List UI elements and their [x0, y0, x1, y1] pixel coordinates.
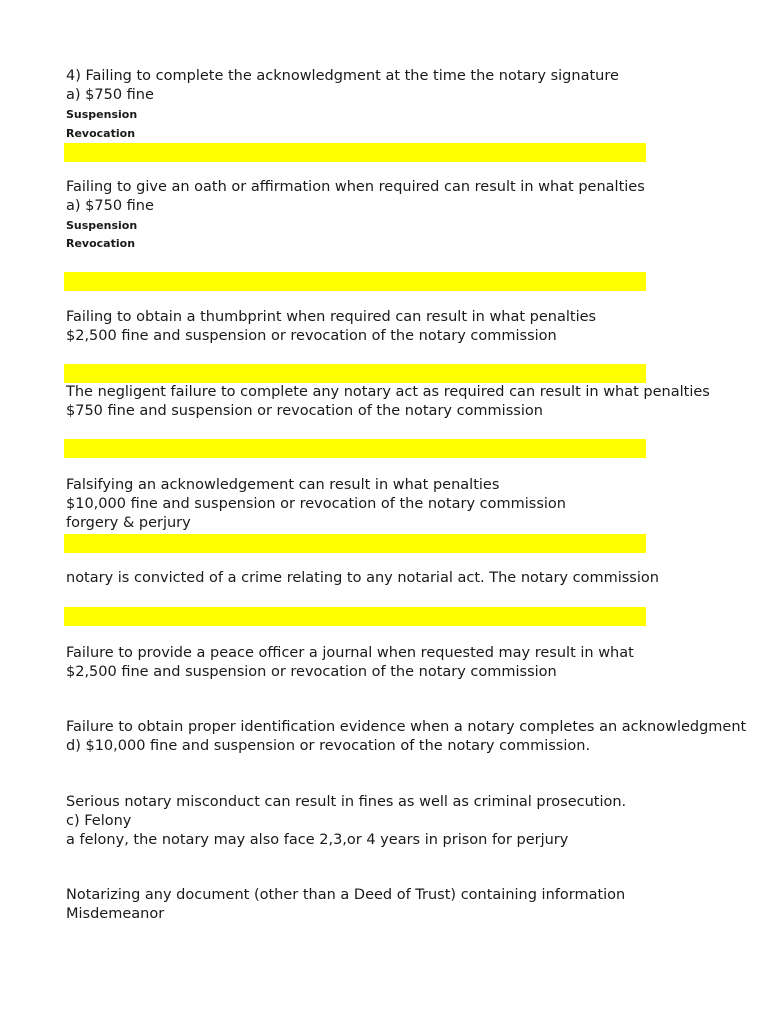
highlight-row — [64, 607, 646, 626]
option-revocation-2: Revocation — [66, 237, 136, 250]
answer-2: a) $750 fine — [66, 198, 154, 214]
option-suspension-2: Suspension — [66, 219, 138, 232]
answer-10: Misdemeanor — [66, 906, 165, 922]
highlight-row — [64, 143, 646, 162]
answer-7: $2,500 fine and suspension or revocation of the notary commission — [66, 664, 557, 680]
answer-1: a) $750 fine — [66, 87, 154, 103]
answer-3: $2,500 fine and suspension or revocation of the notary commission — [66, 328, 557, 344]
question-2: Failing to give an oath or affirmation when required can result in what penalties — [66, 179, 645, 195]
question-9: Serious notary misconduct can result in fines as well as criminal prosecution. — [66, 794, 627, 810]
highlight-row — [64, 439, 646, 458]
option-revocation-1: Revocation — [66, 127, 136, 140]
answer-8: d) $10,000 fine and suspension or revocation of the notary commission. — [66, 738, 591, 754]
answer-4: $750 fine and suspension or revocation of the notary commission — [66, 403, 543, 419]
option-suspension-1: Suspension — [66, 108, 138, 121]
question-10: Notarizing any document (other than a Deed of Trust) containing information — [66, 887, 626, 903]
question-7: Failure to provide a peace officer a journal when requested may result in what — [66, 645, 634, 661]
question-8: Failure to obtain proper identification evidence when a notary completes an acknowledgment — [66, 719, 747, 735]
question-1: 4) Failing to complete the acknowledgment at the time the notary signature — [66, 68, 619, 84]
highlight-row — [64, 364, 646, 383]
question-3: Failing to obtain a thumbprint when required can result in what penalties — [66, 309, 597, 325]
answer-9: c) Felony — [66, 813, 132, 829]
question-5: Falsifying an acknowledgement can result in what penalties — [66, 477, 500, 493]
highlight-row — [64, 272, 646, 291]
answer-5-extra: forgery & perjury — [66, 515, 191, 531]
answer-5: $10,000 fine and suspension or revocation of the notary commission — [66, 496, 566, 512]
highlight-row — [64, 534, 646, 553]
question-4: The negligent failure to complete any notary act as required can result in what penalties — [66, 384, 710, 400]
spreadsheet-page — [64, 0, 747, 1024]
answer-9-extra: a felony, the notary may also face 2,3,or 4 years in prison for perjury — [66, 832, 569, 848]
question-6: notary is convicted of a crime relating to any notarial act. The notary commission — [66, 570, 659, 586]
